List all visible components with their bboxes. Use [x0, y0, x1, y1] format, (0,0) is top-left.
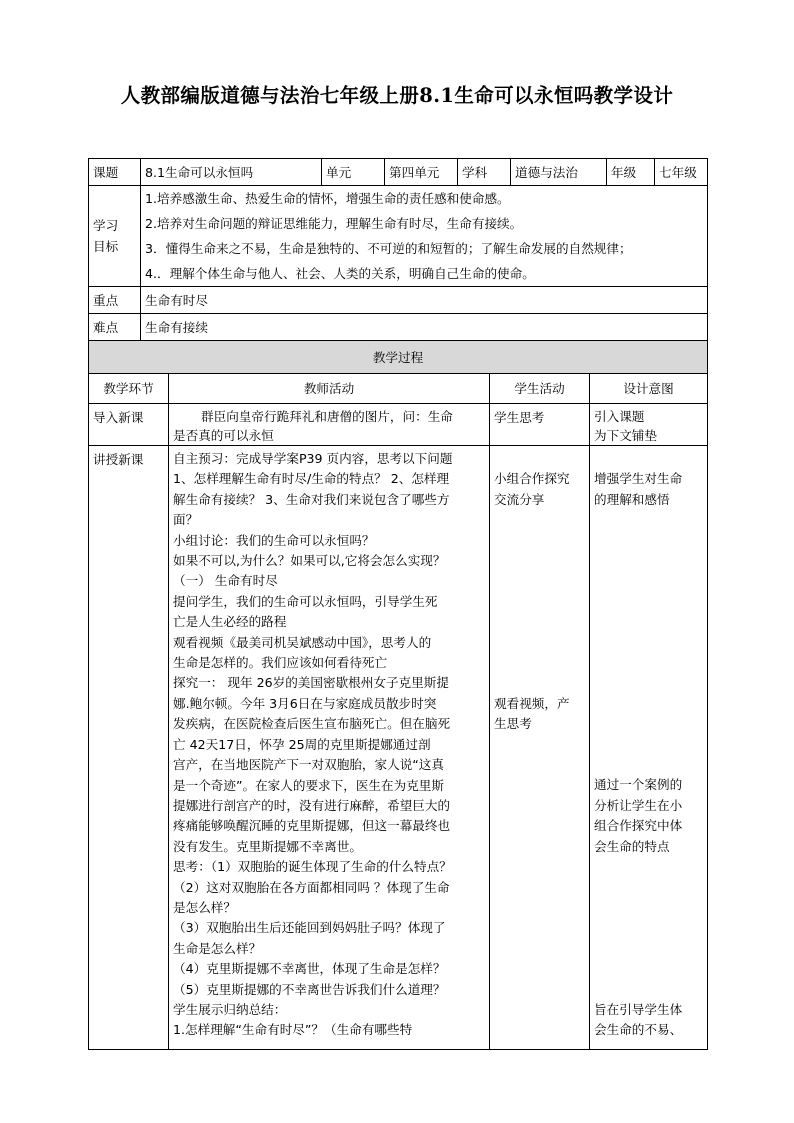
- student-line: 生思考: [494, 716, 532, 732]
- intro-intent-line: 为下文铺垫: [594, 428, 657, 443]
- teacher-line: 发疾病，在医院检查后医生宣布脑死亡。但在脑死: [173, 716, 451, 732]
- teaching-process-table: [88, 340, 708, 1050]
- goals-label-line1: 学习: [93, 218, 119, 233]
- teacher-line: 是一个奇迹”。在家人的要求下，医生在为克里斯: [173, 777, 444, 793]
- teacher-line: 解生命有接续？ 3、生命对我们来说包含了哪些方: [173, 491, 450, 507]
- teacher-line: 疼痛能够唤醒沉睡的克里斯提娜，但这一幕最终也: [173, 818, 451, 834]
- course-info-table: [88, 158, 708, 341]
- process-section-title: 教学过程: [89, 341, 708, 374]
- intent-line: 增强学生对生命: [594, 471, 683, 487]
- lecture-teacher-activity: [169, 446, 490, 1050]
- teacher-line: 学生展示归纳总结：: [173, 1001, 287, 1017]
- header-stage: 教学环节: [89, 374, 169, 404]
- teacher-line: （2）这对双胞胎在各方面都相同吗 ？体现了生命: [173, 879, 450, 895]
- goal-item: 4.．理解个体生命与他人、社会、人类的关系，明确自己生命的使命。: [145, 266, 535, 281]
- teacher-line: 生命是怎么样？: [173, 940, 262, 956]
- teacher-line: （一） 生命有时尽: [173, 573, 278, 589]
- difficult-point-label: 难点: [89, 314, 141, 341]
- subject-label: 学科: [458, 159, 511, 186]
- unit-label: 单元: [322, 159, 385, 186]
- teacher-line: 探究一： 现年 26岁的美国密歇根州女子克里斯提: [173, 675, 449, 691]
- teacher-line: （5）克里斯提娜的不幸离世告诉我们什么道理？: [173, 981, 446, 997]
- intent-line: 旨在引导学生体: [594, 1001, 683, 1017]
- teacher-line: 观看视频《最美司机吴斌感动中国》，思考人的: [173, 634, 432, 650]
- difficult-point-value: 生命有接续: [141, 314, 708, 341]
- header-teacher: 教师活动: [169, 374, 490, 404]
- intent-line: 分析让学生在小: [594, 797, 683, 813]
- intro-teacher-activity: [169, 404, 490, 446]
- student-line: 观看视频，产: [494, 695, 570, 711]
- goal-item: 1.培养感激生命、热爱生命的情怀，增强生命的责任感和使命感。: [145, 191, 510, 206]
- key-point-label: 重点: [89, 287, 141, 314]
- teacher-line: （3）双胞胎出生后还能回到妈妈肚子吗？体现了: [173, 920, 446, 936]
- intent-line: 组合作探究中体: [594, 818, 683, 834]
- intent-line: 通过一个案例的: [594, 777, 683, 793]
- intent-line: 会生命的特点: [594, 838, 670, 854]
- goal-item: 3．懂得生命来之不易，生命是独特的、不可逆的和短暂的；了解生命发展的自然规律；: [145, 241, 632, 256]
- goals-content: [141, 186, 708, 287]
- teacher-line: 自主预习：完成导学案P39 页内容，思考以下问题: [173, 451, 453, 466]
- teacher-line: 亡 42天17日，怀孕 25周的克里斯提娜通过剖: [173, 736, 431, 752]
- lecture-stage: 讲授新课: [89, 446, 169, 1050]
- teacher-line: 小组讨论：我们的生命可以永恒吗？: [173, 532, 375, 548]
- grade-label: 年级: [607, 159, 655, 186]
- teacher-line: 宫产，在当地医院产下一对双胞胎，家人说“这真: [173, 757, 444, 773]
- subject-value: 道德与法治: [511, 159, 607, 186]
- goals-label-line2: 目标: [93, 239, 119, 254]
- teacher-line: 亡是人生必经的路程: [173, 614, 287, 630]
- topic-value: 8.1生命可以永恒吗: [141, 159, 322, 186]
- intro-student-activity: 学生思考: [490, 404, 590, 446]
- teacher-line: 提问学生，我们的生命可以永恒吗，引导学生死: [173, 593, 438, 609]
- lecture-student-activity: [490, 446, 590, 1050]
- document-title: 人教部编版道德与法治七年级上册8.1生命可以永恒吗教学设计: [120, 84, 674, 107]
- intro-teacher-line: 群臣向皇帝行跪拜礼和唐僧的图片，问：生命: [201, 409, 453, 424]
- unit-value: 第四单元: [385, 159, 458, 186]
- goal-item: 2.培养对生命问题的辩证思维能力，理解生命有时尽，生命有接续。: [145, 216, 523, 231]
- intro-teacher-line: 是否真的可以永恒: [173, 428, 274, 443]
- teacher-line: 是怎么样？: [173, 899, 236, 915]
- teacher-line: 1、怎样理解生命有时尽/生命的特点？ 2、怎样理: [173, 471, 450, 487]
- header-student: 学生活动: [490, 374, 590, 404]
- student-line: 小组合作探究: [494, 471, 570, 487]
- teacher-line: 提娜进行剖宫产的时，没有进行麻醉，希望巨大的: [173, 797, 451, 813]
- intent-line: 的理解和感悟: [594, 491, 670, 507]
- teacher-line: 生命是怎样的。我们应该如何看待死亡: [173, 655, 388, 671]
- teacher-line: （4）克里斯提娜不幸离世，体现了生命是怎样？: [173, 961, 446, 977]
- lecture-intent: [590, 446, 708, 1050]
- teacher-line: 如果不可以,为什么？如果可以,它将会怎么实现？: [173, 553, 446, 569]
- teacher-line: 娜.鲍尔顿。今年 3月6日在与家庭成员散步时突: [173, 695, 437, 711]
- intro-intent-line: 引入课题: [594, 409, 645, 424]
- intro-intent: [590, 404, 708, 446]
- teacher-line: 面？: [173, 512, 199, 528]
- teacher-line: 思考：（1）双胞胎的诞生体现了生命的什么特点？: [173, 859, 452, 875]
- topic-label: 课题: [89, 159, 141, 186]
- intent-line: 会生命的不易、: [594, 1022, 683, 1038]
- intro-stage: 导入新课: [89, 404, 169, 446]
- header-intent: 设计意图: [590, 374, 708, 404]
- grade-value: 七年级: [655, 159, 708, 186]
- teacher-line: 1.怎样理解“生命有时尽”？（生命有哪些特: [173, 1022, 413, 1038]
- key-point-value: 生命有时尽: [141, 287, 708, 314]
- goals-label: [89, 186, 141, 287]
- teacher-line: 没有发生。克里斯提娜不幸离世。: [173, 838, 362, 854]
- student-line: 交流分享: [494, 491, 545, 507]
